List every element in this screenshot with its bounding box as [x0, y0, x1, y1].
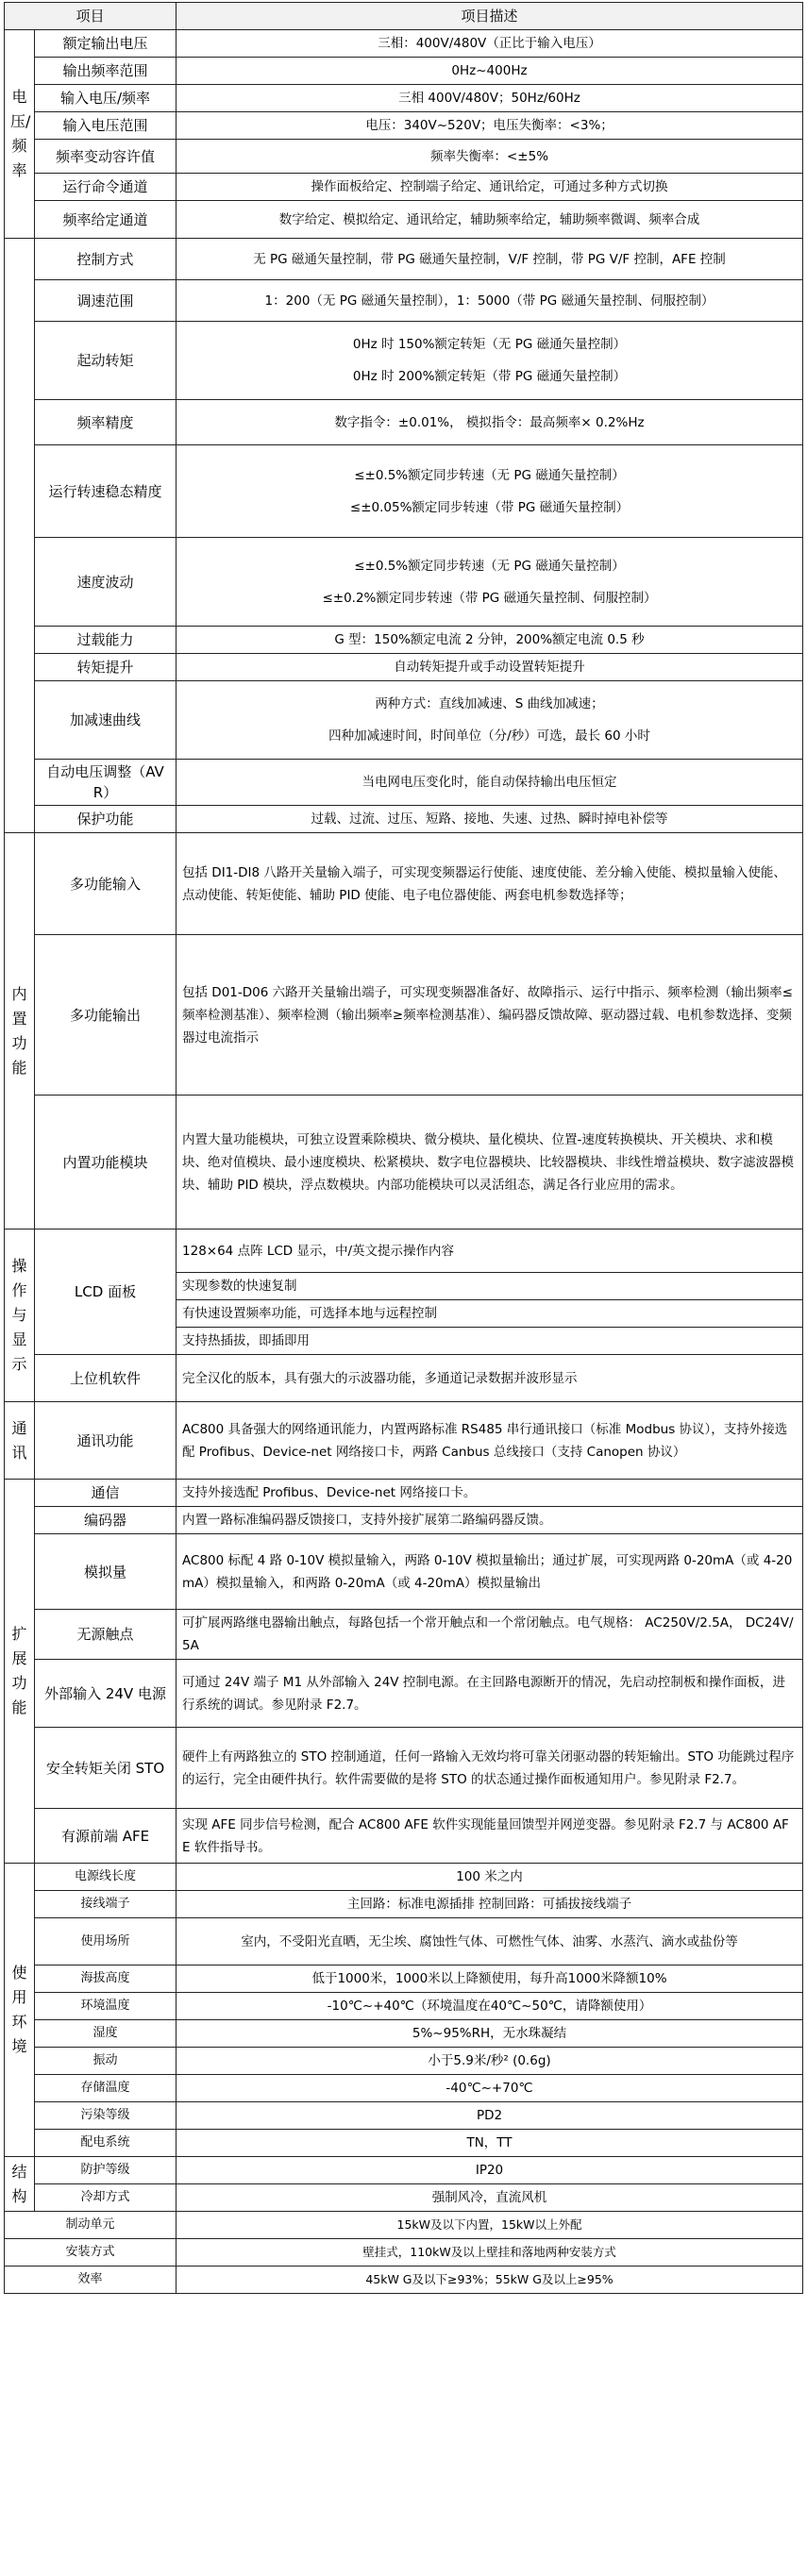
table-row — [5, 322, 803, 400]
item-desc: 0Hz~400Hz — [177, 58, 803, 85]
item-desc: 当电网电压变化时，能自动保持输出电压恒定 — [177, 760, 803, 806]
header-item: 项目 — [5, 3, 177, 30]
item-desc: 壁挂式，110kW及以上壁挂和落地两种安装方式 — [177, 2239, 803, 2267]
item-name: 输出频率范围 — [35, 58, 177, 85]
table-row — [5, 2075, 803, 2102]
item-name: 电源线长度 — [35, 1864, 177, 1891]
item-name: 起动转矩 — [35, 322, 177, 400]
item-name: 频率变动容许值 — [35, 140, 177, 174]
lcd-feature: 128×64 点阵 LCD 显示，中/英文提示操作内容 — [177, 1229, 803, 1273]
table-row — [5, 1229, 803, 1273]
table-row — [5, 833, 803, 935]
item-desc: 5%~95%RH，无水珠凝结 — [177, 2020, 803, 2048]
item-name: 效率 — [5, 2267, 177, 2294]
item-name: 污染等级 — [35, 2102, 177, 2130]
desc-line: ≤±0.05%额定同步转速（带 PG 磁通矢量控制） — [349, 499, 630, 515]
item-name: 接线端子 — [35, 1891, 177, 1918]
lcd-feature: 实现参数的快速复制 — [177, 1273, 803, 1300]
table-row — [5, 1864, 803, 1891]
table-row — [5, 627, 803, 654]
item-desc: G 型：150%额定电流 2 分钟，200%额定电流 0.5 秒 — [177, 627, 803, 654]
item-name: 有源前端 AFE — [35, 1809, 177, 1864]
category-cell: 操作与显示 — [5, 1229, 35, 1402]
item-name: 内置功能模块 — [35, 1096, 177, 1229]
item-name: 输入电压范围 — [35, 112, 177, 140]
table-row — [5, 2130, 803, 2157]
item-name: 使用场所 — [35, 1918, 177, 1965]
table-row — [5, 935, 803, 1096]
table-row — [5, 2157, 803, 2184]
table-row — [5, 112, 803, 140]
pc-software-desc: 完全汉化的版本，具有强大的示波器功能，多通道记录数据并波形显示 — [177, 1355, 803, 1402]
table-row — [5, 1610, 803, 1660]
desc-line: ≤±0.5%额定同步转速（无 PG 磁通矢量控制） — [354, 467, 625, 483]
item-name: 运行转速稳态精度 — [35, 445, 177, 538]
item-desc: 15kW及以下内置，15kW以上外配 — [177, 2212, 803, 2239]
item-desc: 电压：340V~520V；电压失衡率：<3%； — [177, 112, 803, 140]
table-row — [5, 280, 803, 322]
table-row — [5, 1891, 803, 1918]
item-desc: 支持外接选配 Profibus、Device-net 网络接口卡。 — [177, 1480, 803, 1507]
item-desc — [177, 681, 803, 760]
item-desc: 数字指令：±0.01%， 模拟指令：最高频率× 0.2%Hz — [177, 400, 803, 445]
desc-line: 两种方式：直线加减速、S 曲线加减速； — [375, 696, 604, 711]
item-name: 转矩提升 — [35, 654, 177, 681]
item-desc: 小于5.9米/秒² (0.6g) — [177, 2048, 803, 2075]
item-name: 湿度 — [35, 2020, 177, 2048]
table-row — [5, 174, 803, 201]
spec-table — [4, 2, 803, 2294]
item-desc: 实现 AFE 同步信号检测，配合 AC800 AFE 软件实现能量回馈型并网逆变器。参见附录 F2.7 与 AC800 AFE 软件指导书。 — [177, 1809, 803, 1864]
table-row — [5, 1507, 803, 1534]
table-row — [5, 400, 803, 445]
item-name: 海拔高度 — [35, 1965, 177, 1993]
table-row — [5, 1918, 803, 1965]
item-name: 制动单元 — [5, 2212, 177, 2239]
item-name: 防护等级 — [35, 2157, 177, 2184]
item-name: 安全转矩关闭 STO — [35, 1728, 177, 1809]
table-row — [5, 2184, 803, 2212]
item-name: 编码器 — [35, 1507, 177, 1534]
item-desc: 主回路：标准电源插排 控制回路：可插拔接线端子 — [177, 1891, 803, 1918]
item-desc — [177, 445, 803, 538]
item-name: 环境温度 — [35, 1993, 177, 2020]
item-desc: AC800 具备强大的网络通讯能力，内置两路标准 RS485 串行通讯接口（标准 Modbus 协议），支持外接选配 Profibus、Device-net 网络接口卡，两路 Canbus 总线接口（支持 Canopen 协议） — [177, 1402, 803, 1480]
item-desc: 包括 DI1-DI8 八路开关量输入端子，可实现变频器运行使能、速度使能、差分输入使能、模拟量输入使能、点动使能、转矩使能、辅助 PID 使能、电子电位器使能、两套电机参数选择等； — [177, 833, 803, 935]
category-cell — [5, 239, 35, 833]
lcd-feature: 有快速设置频率功能，可选择本地与远程控制 — [177, 1300, 803, 1328]
item-name: 安装方式 — [5, 2239, 177, 2267]
table-row — [5, 239, 803, 280]
item-name: 多功能输出 — [35, 935, 177, 1096]
item-desc: IP20 — [177, 2157, 803, 2184]
desc-line: 0Hz 时 150%额定转矩（无 PG 磁通矢量控制） — [352, 337, 627, 352]
table-row — [5, 1480, 803, 1507]
item-name: 模拟量 — [35, 1534, 177, 1610]
table-row — [5, 1096, 803, 1229]
table-row — [5, 85, 803, 112]
item-desc: 无 PG 磁通矢量控制，带 PG 磁通矢量控制，V/F 控制，带 PG V/F 控制，AFE 控制 — [177, 239, 803, 280]
item-name: 自动电压调整（AVR） — [35, 760, 177, 806]
item-name: 外部输入 24V 电源 — [35, 1660, 177, 1728]
item-desc: 45kW G及以下≥93%；55kW G及以上≥95% — [177, 2267, 803, 2294]
item-desc: 数字给定、模拟给定、通讯给定，辅助频率给定，辅助频率微调、频率合成 — [177, 201, 803, 239]
item-desc: 强制风冷，直流风机 — [177, 2184, 803, 2212]
table-row — [5, 201, 803, 239]
item-name: 冷却方式 — [35, 2184, 177, 2212]
table-row — [5, 1534, 803, 1610]
item-name: 频率精度 — [35, 400, 177, 445]
table-row — [5, 58, 803, 85]
table-row — [5, 445, 803, 538]
item-name: 控制方式 — [35, 239, 177, 280]
lcd-panel-name: LCD 面板 — [35, 1229, 177, 1355]
item-desc: 频率失衡率：<±5% — [177, 140, 803, 174]
item-name: 通讯功能 — [35, 1402, 177, 1480]
category-cell: 结构 — [5, 2157, 35, 2212]
table-row — [5, 760, 803, 806]
item-name: 配电系统 — [35, 2130, 177, 2157]
item-desc: 硬件上有两路独立的 STO 控制通道，任何一路输入无效均将可靠关闭驱动器的转矩输出。STO 功能跳过程序的运行，完全由硬件执行。软件需要做的是将 STO 的状态通过操作面板通知用户。参见附录 F2.7。 — [177, 1728, 803, 1809]
item-name: 过载能力 — [35, 627, 177, 654]
item-desc: -40℃~+70℃ — [177, 2075, 803, 2102]
item-desc — [177, 322, 803, 400]
item-desc: 可扩展两路继电器输出触点，每路包括一个常开触点和一个常闭触点。电气规格： AC250V/2.5A， DC24V/5A — [177, 1610, 803, 1660]
item-desc — [177, 538, 803, 627]
table-row — [5, 2212, 803, 2239]
item-desc: 操作面板给定、控制端子给定、通讯给定，可通过多种方式切换 — [177, 174, 803, 201]
item-name: 加减速曲线 — [35, 681, 177, 760]
item-desc: 低于1000米，1000米以上降额使用，每升高1000米降额10% — [177, 1965, 803, 1993]
desc-line: ≤±0.5%额定同步转速（无 PG 磁通矢量控制） — [354, 558, 625, 574]
table-row — [5, 1993, 803, 2020]
category-cell: 内置功能 — [5, 833, 35, 1229]
item-desc: TN，TT — [177, 2130, 803, 2157]
table-row — [5, 654, 803, 681]
lcd-feature: 支持热插拔，即插即用 — [177, 1328, 803, 1355]
category-cell: 扩展功能 — [5, 1480, 35, 1864]
table-row — [5, 1728, 803, 1809]
item-name: 速度波动 — [35, 538, 177, 627]
table-row — [5, 2020, 803, 2048]
table-row — [5, 30, 803, 58]
item-desc: 过载、过流、过压、短路、接地、失速、过热、瞬时掉电补偿等 — [177, 806, 803, 833]
table-row — [5, 1660, 803, 1728]
item-name: 额定输出电压 — [35, 30, 177, 58]
desc-line: 0Hz 时 200%额定转矩（带 PG 磁通矢量控制） — [352, 369, 627, 384]
item-name: 无源触点 — [35, 1610, 177, 1660]
item-name: 调速范围 — [35, 280, 177, 322]
header-desc: 项目描述 — [177, 3, 803, 30]
category-cell: 电压/频率 — [5, 30, 35, 239]
item-desc: AC800 标配 4 路 0-10V 模拟量输入，两路 0-10V 模拟量输出；通过扩展，可实现两路 0-20mA（或 4-20mA）模拟量输入，和两路 0-20mA（或 4-20mA）模拟量输出 — [177, 1534, 803, 1610]
item-name: 频率给定通道 — [35, 201, 177, 239]
item-desc: 自动转矩提升或手动设置转矩提升 — [177, 654, 803, 681]
table-row — [5, 1809, 803, 1864]
item-desc: 内置一路标准编码器反馈接口，支持外接扩展第二路编码器反馈。 — [177, 1507, 803, 1534]
table-row — [5, 806, 803, 833]
item-desc: 包括 D01-D06 六路开关量输出端子，可实现变频器准备好、故障指示、运行中指示、频率检测（输出频率≤频率检测基准）、频率检测（输出频率≥频率检测基准）、编码器反馈故障、驱动器过载、电机参数选择、变频器过电流指示 — [177, 935, 803, 1096]
item-desc: 100 米之内 — [177, 1864, 803, 1891]
item-name: 存储温度 — [35, 2075, 177, 2102]
item-name: 多功能输入 — [35, 833, 177, 935]
item-desc: 可通过 24V 端子 M1 从外部输入 24V 控制电源。在主回路电源断开的情况，先启动控制板和操作面板，进行系统的调试。参见附录 F2.7。 — [177, 1660, 803, 1728]
item-desc: 室内，不受阳光直晒，无尘埃、腐蚀性气体、可燃性气体、油雾、水蒸汽、滴水或盐份等 — [177, 1918, 803, 1965]
table-row — [5, 1355, 803, 1402]
item-desc: -10℃~+40℃（环境温度在40℃~50℃，请降额使用） — [177, 1993, 803, 2020]
page — [0, 2, 807, 2576]
item-desc: 1：200（无 PG 磁通矢量控制），1：5000（带 PG 磁通矢量控制、伺服控制） — [177, 280, 803, 322]
item-desc: PD2 — [177, 2102, 803, 2130]
table-row — [5, 538, 803, 627]
item-name: 振动 — [35, 2048, 177, 2075]
table-row — [5, 2102, 803, 2130]
table-row — [5, 2048, 803, 2075]
table-row — [5, 681, 803, 760]
desc-line: ≤±0.2%额定同步转速（带 PG 磁通矢量控制、伺服控制） — [322, 590, 657, 606]
item-desc: 三相 400V/480V；50Hz/60Hz — [177, 85, 803, 112]
pc-software-name: 上位机软件 — [35, 1355, 177, 1402]
table-row — [5, 1965, 803, 1993]
item-name: 输入电压/频率 — [35, 85, 177, 112]
item-name: 保护功能 — [35, 806, 177, 833]
table-header-row — [5, 3, 803, 30]
category-cell: 通讯 — [5, 1402, 35, 1480]
item-desc: 内置大量功能模块，可独立设置乘除模块、微分模块、量化模块、位置-速度转换模块、开关模块、求和模块、绝对值模块、最小速度模块、松紧模块、数字电位器模块、比较器模块、非线性增益模块、数字滤波器模块、辅助 PID 模块，浮点数模块。内部功能模块可以灵活组态，满足各行业应用的需求。 — [177, 1096, 803, 1229]
item-name: 通信 — [35, 1480, 177, 1507]
category-cell: 使用环境 — [5, 1864, 35, 2157]
table-row — [5, 2239, 803, 2267]
table-row — [5, 2267, 803, 2294]
table-row — [5, 1402, 803, 1480]
table-row — [5, 140, 803, 174]
item-name: 运行命令通道 — [35, 174, 177, 201]
item-desc: 三相：400V/480V（正比于输入电压） — [177, 30, 803, 58]
desc-line: 四种加减速时间，时间单位（分/秒）可选，最长 60 小时 — [328, 728, 650, 744]
